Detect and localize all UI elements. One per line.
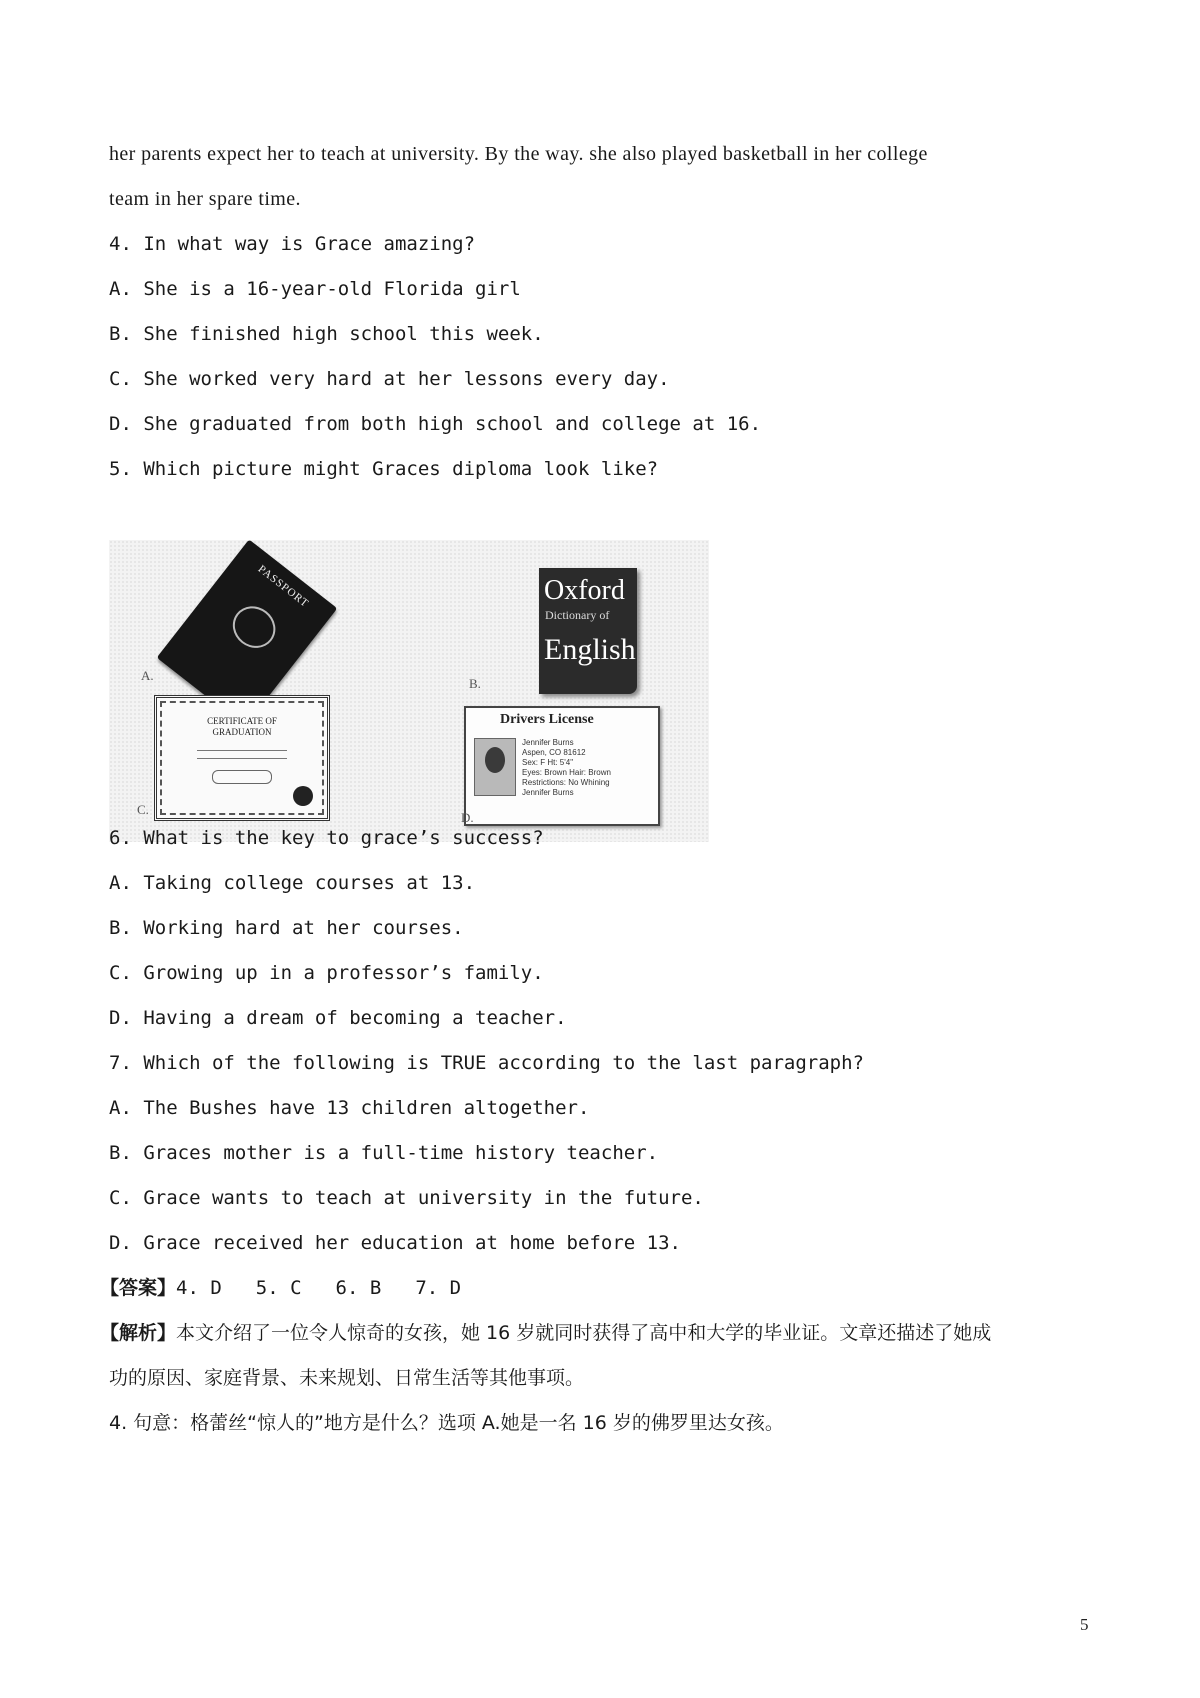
certificate-title-line1: CERTIFICATE OF — [207, 716, 277, 726]
q6-option-c: C. Growing up in a professor’s family. — [109, 962, 544, 984]
question-5: 5. Which picture might Graces diploma look like? — [109, 458, 659, 480]
analysis-line — [100, 1321, 991, 1345]
q7-option-b: B. Graces mother is a full-time history teacher. — [109, 1142, 659, 1164]
answer-item: 4. D — [176, 1277, 222, 1299]
dictionary-title-line3: English — [544, 633, 636, 666]
q4-option-c: C. She worked very hard at her lessons every day. — [109, 368, 670, 390]
diploma-options-figure — [109, 540, 709, 842]
answer-item: 5. C — [255, 1277, 302, 1299]
q4-option-b: B. She finished high school this week. — [109, 323, 544, 345]
answer-item: 7. D — [415, 1277, 462, 1299]
q6-option-a: A. Taking college courses at 13. — [109, 872, 476, 894]
certificate-image — [154, 695, 330, 821]
figure-label-a: A. — [141, 668, 154, 683]
figure-label-d: D. — [461, 810, 474, 825]
license-photo — [474, 738, 516, 796]
q4-option-a: A. She is a 16-year-old Florida girl — [109, 278, 521, 300]
q6-option-d: D. Having a dream of becoming a teacher. — [109, 1007, 567, 1029]
analysis-text: 本文介绍了一位令人惊奇的女孩，她 16 岁就同时获得了高中和大学的毕业证。文章还描述了她成 — [176, 1322, 992, 1344]
question-4: 4. In what way is Grace amazing? — [109, 233, 476, 255]
passage-text-line: her parents expect her to teach at university. By the way. she also played basketball in her college — [109, 143, 928, 165]
passport-title: PASSPORT — [255, 563, 311, 610]
license-line: Jennifer Burns — [522, 788, 574, 797]
license-line: Jennifer Burns — [522, 738, 574, 747]
license-line: Sex: F Ht: 5'4" — [522, 758, 574, 767]
question-7: 7. Which of the following is TRUE according to the last paragraph? — [109, 1052, 864, 1074]
license-details — [522, 738, 611, 798]
q6-option-b: B. Working hard at her courses. — [109, 917, 464, 939]
analysis-label: 【解析】 — [100, 1322, 177, 1344]
figure-label-c: C. — [137, 802, 149, 817]
dictionary-image — [539, 568, 637, 694]
answer-item: 6. B — [335, 1277, 382, 1299]
answer-line — [100, 1276, 461, 1300]
certificate-title-line2: GRADUATION — [212, 727, 272, 737]
certificate-ribbon — [212, 770, 272, 784]
dictionary-title-line1: Oxford — [544, 575, 625, 606]
certificate-line — [197, 758, 287, 759]
certificate-line — [197, 750, 287, 751]
q4-option-d: D. She graduated from both high school and college at 16. — [109, 413, 762, 435]
q7-option-d: D. Grace received her education at home before 13. — [109, 1232, 681, 1254]
passage-text-line: team in her spare time. — [109, 188, 301, 210]
license-header: Drivers License — [500, 712, 594, 727]
certificate-title — [157, 716, 327, 738]
answer-label: 【答案】 — [100, 1277, 177, 1299]
figure-label-b: B. — [469, 676, 481, 691]
license-line: Restrictions: No Whining — [522, 778, 610, 787]
q7-option-c: C. Grace wants to teach at university in the future. — [109, 1187, 704, 1209]
analysis-line: 4. 句意：格蕾丝“惊人的”地方是什么？选项 A.她是一名 16 岁的佛罗里达女孩。 — [109, 1412, 784, 1434]
analysis-line: 功的原因、家庭背景、未来规划、日常生活等其他事项。 — [109, 1367, 585, 1389]
page-number: 5 — [1080, 1615, 1089, 1634]
certificate-seal-icon — [293, 786, 313, 806]
drivers-license-image — [464, 706, 660, 826]
passport-emblem-icon — [224, 598, 283, 657]
question-6: 6. What is the key to grace’s success? — [109, 827, 544, 849]
q7-option-a: A. The Bushes have 13 children altogether. — [109, 1097, 590, 1119]
license-line: Eyes: Brown Hair: Brown — [522, 768, 611, 777]
license-line: Aspen, CO 81612 — [522, 748, 586, 757]
dictionary-title-line2: Dictionary of — [545, 608, 610, 622]
